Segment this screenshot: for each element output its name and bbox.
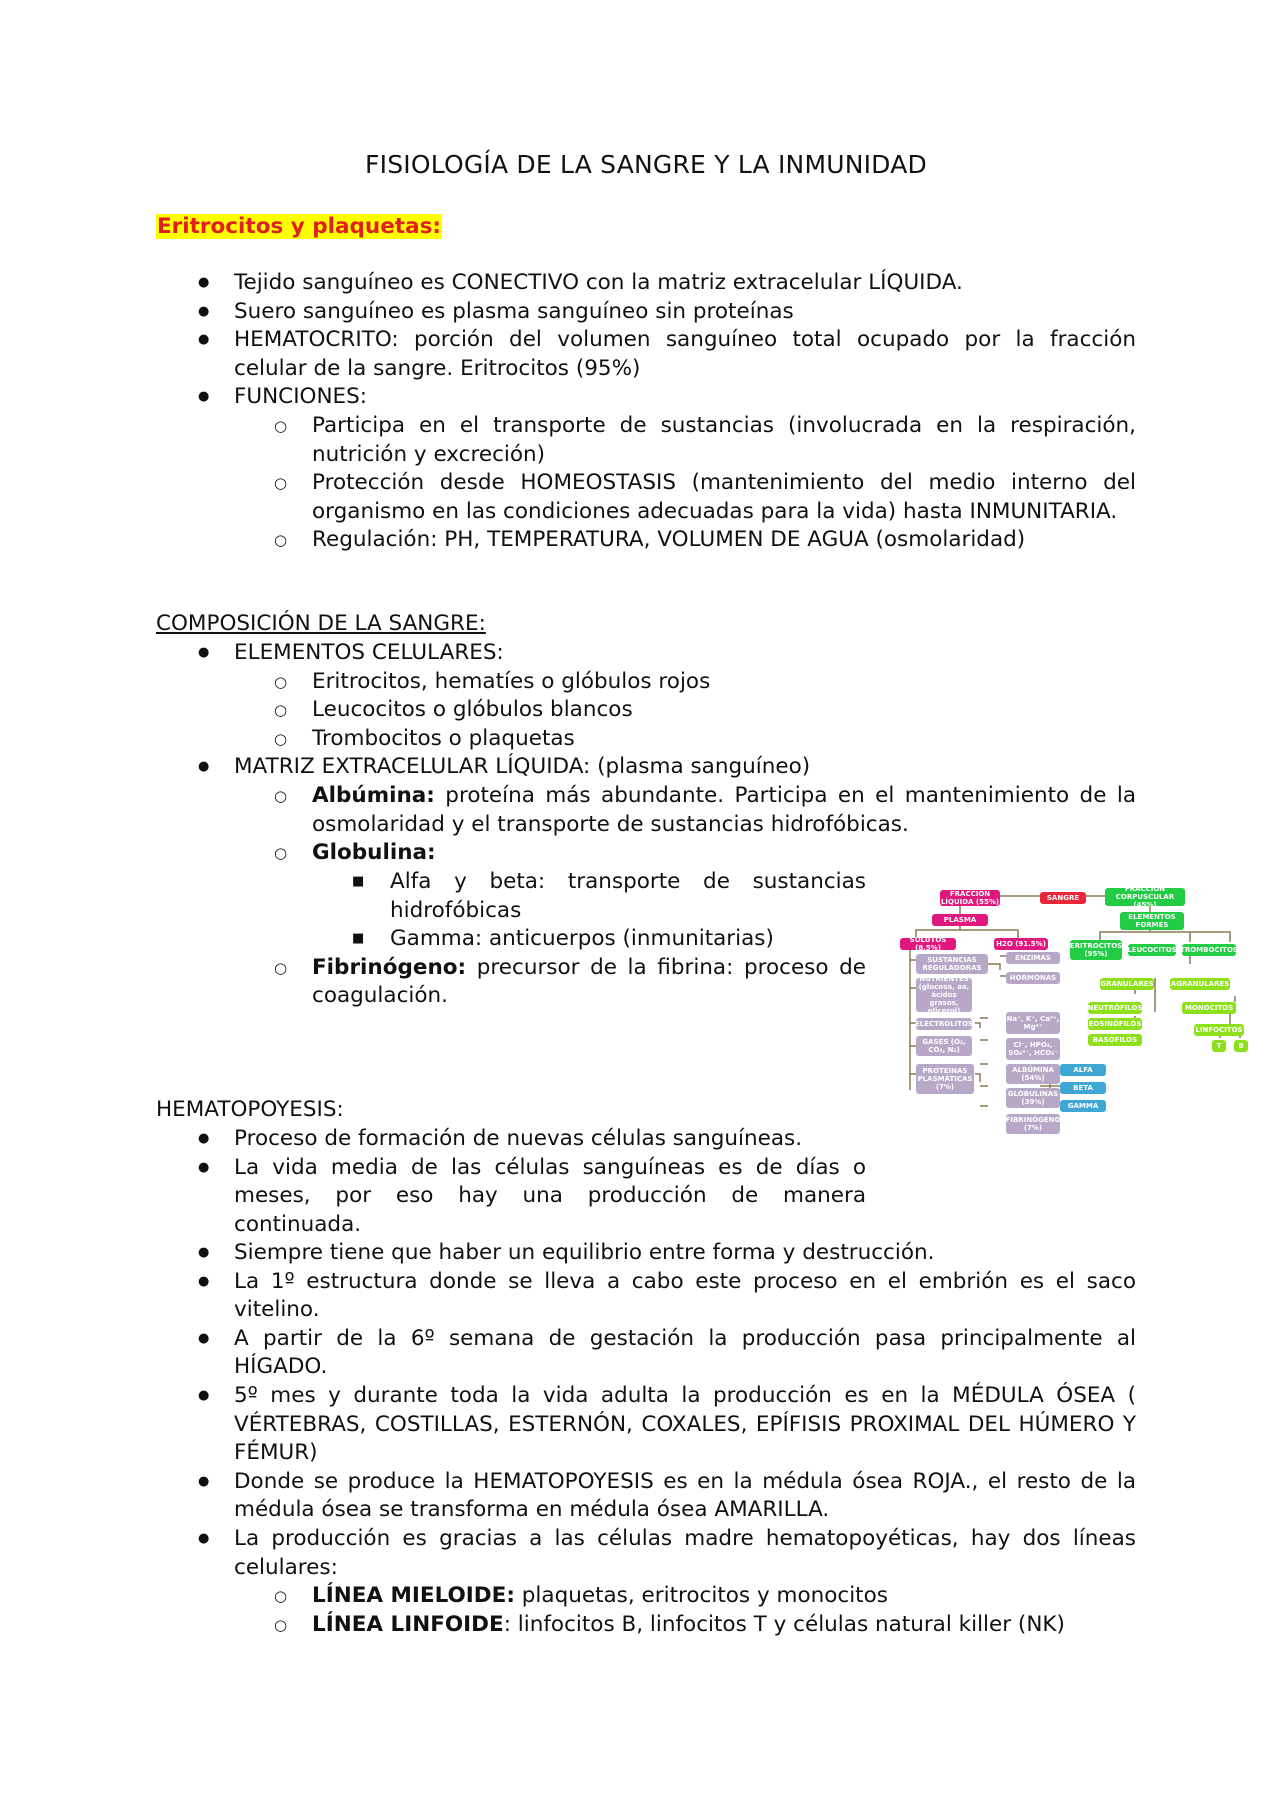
page-title: FISIOLOGÍA DE LA SANGRE Y LA INMUNIDAD (365, 150, 927, 179)
diagram-node-linfocitos: LINFOCITOS (1195, 1026, 1243, 1034)
list-item: ● La producción es gracias a las células madre hematopoyéticas, hay dos líneas celulares: (156, 1525, 1136, 1582)
diagram-node-proteinas: PROTEÍNAS PLASMÁTICAS (7%) (916, 1064, 974, 1094)
list-item: ○ Leucocitos o glóbulos blancos (156, 696, 1136, 725)
list-item: ● FUNCIONES: (156, 383, 1136, 412)
diagram-node-neutrofilos: NEUTRÓFILOS (1087, 1004, 1143, 1012)
diagram-node-elementos-formes: ELEMENTOS FORMES (1120, 912, 1184, 930)
diagram-node-fraccion-corpuscular: FRACCIÓN CORPUSCULAR (45%) (1105, 888, 1185, 906)
list-item: ○ LÍNEA MIELOIDE: plaquetas, eritrocitos y monocitos (156, 1582, 1136, 1611)
list-item: ○ Fibrinógeno: precursor de la fibrina: proceso de coagulación. (156, 954, 866, 1011)
diagram-node-hormonas: HORMONAS (1006, 972, 1060, 984)
section-heading-eritrocitos: Eritrocitos y plaquetas: (157, 214, 441, 239)
diagram-node-globulinas: GLOBULINAS (39%) (1007, 1090, 1059, 1106)
diagram-node-enzimas: ENZIMAS (1006, 952, 1060, 964)
diagram-node-fraccion-liquida: FRACCIÓN LÍQUIDA (55%) (940, 890, 1000, 906)
list-item: ● 5º mes y durante toda la vida adulta la producción es en la MÉDULA ÓSEA ( VÉRTEBRAS, COSTILLAS, ESTERNÓN, COXALES, EPÍFISIS PROXIMAL DEL HÚMERO Y FÉMUR) (156, 1382, 1136, 1468)
list-item: ● La 1º estructura donde se lleva a cabo este proceso en el embrión es el saco vitelino. (156, 1268, 1136, 1325)
section-heading-composicion: COMPOSICIÓN DE LA SANGRE: (156, 611, 486, 636)
diagram-node-leucocitos: LEUCOCITOS (1127, 946, 1177, 954)
list-hematopoyesis-b (156, 1239, 1136, 1639)
list-item: ● MATRIZ EXTRACELULAR LÍQUIDA: (plasma sanguíneo) (156, 753, 1136, 782)
list-item: ● Tejido sanguíneo es CONECTIVO con la matriz extracelular LÍQUIDA. (156, 269, 1136, 298)
diagram-node-gamma: GAMMA (1060, 1100, 1106, 1112)
diagram-node-sustancias: SUSTANCIAS REGULADORAS (916, 954, 988, 974)
list-item: ● La vida media de las células sanguíneas es de días o meses, por eso hay una producción de manera continuada. (156, 1154, 866, 1240)
diagram-node-cationes: Na⁺, K⁺, Ca²⁺, Mg²⁺ (1006, 1012, 1060, 1034)
list-item: ○ Regulación: PH, TEMPERATURA, VOLUMEN DE AGUA (osmolaridad) (156, 526, 1136, 555)
diagram-node-b: B (1234, 1040, 1248, 1052)
list-hematopoyesis-a (156, 1125, 866, 1239)
section-heading-hematopoyesis: HEMATOPOYESIS: (156, 1097, 344, 1122)
list-globulina (156, 868, 866, 1011)
list-item: ○ Protección desde HOMEOSTASIS (mantenimiento del medio interno del organismo en las condiciones adecuadas para la vida) hasta INMUNITARIA. (156, 469, 1136, 526)
diagram-node-granulares: GRANULARES (1100, 980, 1154, 988)
list-item: ● A partir de la 6º semana de gestación la producción pasa principalmente al HÍGADO. (156, 1325, 1136, 1382)
diagram-node-monocitos: MONOCITOS (1182, 1002, 1236, 1014)
list-item: ○ Participa en el transporte de sustancias (involucrada en la respiración, nutrición y excreción) (156, 412, 1136, 469)
list-item: ● Donde se produce la HEMATOPOYESIS es en la médula ósea ROJA., el resto de la médula ósea se transforma en médula ósea AMARILLA. (156, 1468, 1136, 1525)
diagram-node-aniones: Cl⁻, HPO₄, SO₄²⁻, HCO₃⁻ (1006, 1038, 1060, 1060)
diagram-node-gases: GASES (O₂, CO₂, N₂) (916, 1036, 972, 1056)
list-item: ● Siempre tiene que haber un equilibrio entre forma y destrucción. (156, 1239, 1136, 1268)
list-item: ○ Eritrocitos, hematíes o glóbulos rojos (156, 668, 1136, 697)
list-item: ○ Globulina: (156, 839, 1136, 868)
diagram-node-trombocitos: TROMBOCITOS (1180, 946, 1238, 954)
diagram-node-t: T (1212, 1040, 1226, 1052)
list-item: ○ LÍNEA LINFOIDE: linfocitos B, linfocitos T y células natural killer (NK) (156, 1611, 1136, 1640)
diagram-node-albumina: ALBÚMINA (54%) (1006, 1064, 1060, 1084)
list-item: ● Suero sanguíneo es plasma sanguíneo sin proteínas (156, 298, 1136, 327)
list-item: ○ Trombocitos o plaquetas (156, 725, 1136, 754)
diagram-node-sangre: SANGRE (1040, 892, 1086, 904)
list-item: ■ Gamma: anticuerpos (inmunitarias) (156, 925, 866, 954)
diagram-node-plasma: PLASMA (932, 914, 988, 926)
diagram-node-beta: BETA (1060, 1082, 1106, 1094)
list-item: ● ELEMENTOS CELULARES: (156, 639, 1136, 668)
diagram-node-solutos: SOLUTOS (8.5%) (900, 938, 956, 950)
diagram-node-eritrocitos: ERITROCITOS (95%) (1069, 942, 1123, 958)
blood-composition-diagram (900, 878, 1250, 1148)
diagram-node-basofilos: BASÓFILOS (1088, 1034, 1142, 1046)
diagram-node-nutrientes: NUTRIENTES (glucosa, aa, ácidos grasos, glicerol) (916, 978, 972, 1012)
list-composicion (156, 639, 1136, 868)
diagram-node-eosinofilos: EOSINÓFILOS (1088, 1020, 1142, 1028)
list-item: ● HEMATOCRITO: porción del volumen sanguíneo total ocupado por la fracción celular de la sangre. Eritrocitos (95%) (156, 326, 1136, 383)
diagram-node-agranulares: AGRANULARES (1170, 980, 1230, 988)
diagram-node-h2o: H2O (91.5%) (994, 938, 1048, 950)
diagram-node-alfa: ALFA (1060, 1064, 1106, 1076)
list-item: ○ Albúmina: proteína más abundante. Participa en el mantenimiento de la osmolaridad y el transporte de sustancias hidrofóbicas. (156, 782, 1136, 839)
diagram-node-fibrinogeno: FIBRINÓGENO (7%) (1005, 1116, 1061, 1132)
list-item: ● Proceso de formación de nuevas células sanguíneas. (156, 1125, 866, 1154)
list-eritrocitos (156, 269, 1136, 555)
list-item: ■ Alfa y beta: transporte de sustancias hidrofóbicas (156, 868, 866, 925)
diagram-node-electrolitos: ELECTROLITOS (914, 1020, 974, 1028)
